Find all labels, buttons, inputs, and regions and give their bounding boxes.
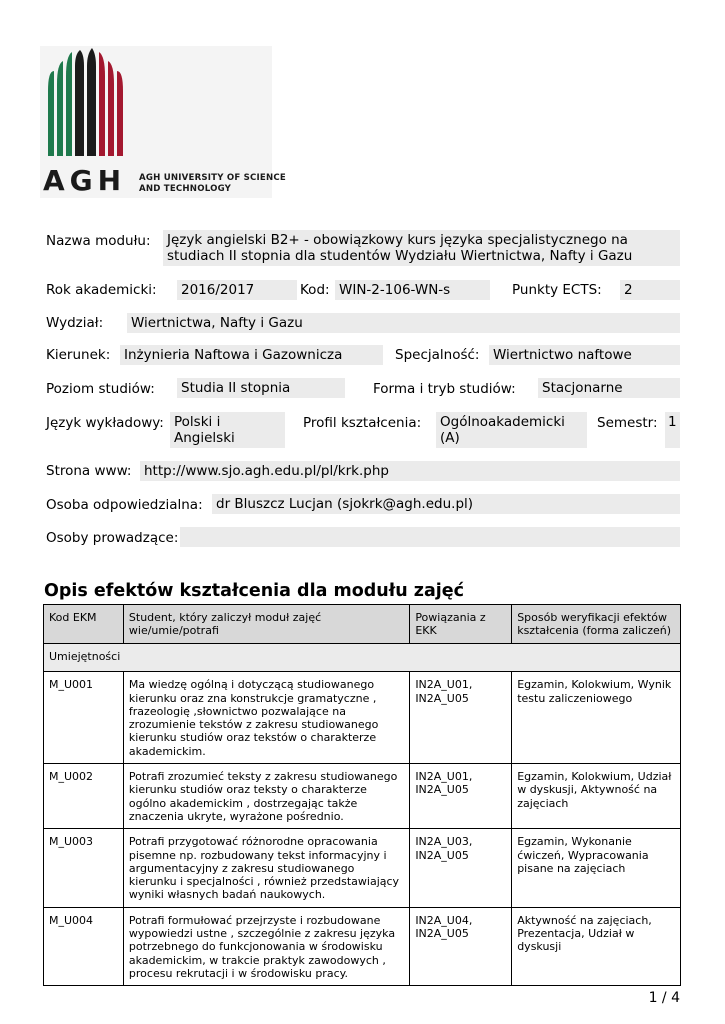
row-code: M_U002	[44, 764, 124, 829]
website-field: http://www.sjo.agh.edu.pl/pl/krk.php	[140, 461, 680, 481]
logo-stripe-green-3	[66, 52, 72, 156]
responsible-person-label: Osoba odpowiedzialna:	[46, 497, 203, 513]
row-description: Potrafi zrozumieć teksty z zakresu studiowanego kierunku studiów oraz teksty o charakterze ogólno akademickim , dostrzegając także znaczenia ukryte, wyrażone pośrednio.	[123, 764, 409, 829]
profile-field	[436, 412, 587, 448]
profile-line1: Ogólnoakademicki	[440, 414, 565, 430]
logo-wordmark: AGH	[43, 164, 127, 197]
study-level-label: Poziom studiów:	[46, 381, 155, 397]
row-ekk: IN2A_U01, IN2A_U05	[410, 672, 512, 764]
row-ekk: IN2A_U01, IN2A_U05	[410, 764, 512, 829]
teachers-field	[180, 527, 680, 547]
page-number: 1 / 4	[648, 990, 680, 1006]
study-form-field: Stacjonarne	[538, 378, 680, 398]
module-name-field	[163, 230, 680, 266]
module-name-label: Nazwa modułu:	[46, 233, 151, 249]
responsible-person-field: dr Bluszcz Lucjan (sjokrk@agh.edu.pl)	[212, 494, 680, 514]
specialty-label: Specjalność:	[395, 347, 480, 363]
faculty-label: Wydział:	[46, 315, 104, 331]
logo-stripe-black-2	[87, 48, 96, 156]
logo-stripe-green-2	[57, 61, 63, 156]
lecture-language-line2: Angielski	[174, 430, 235, 446]
row-description: Ma wiedzę ogólną i dotyczącą studiowanego kierunku oraz zna konstrukcje gramatyczne , frazeologię ,słownictwo pozwalające na zrozumienie tekstów z zakresu studiowanego kierunku studiów oraz tekstów o charakterze akademickim.	[123, 672, 409, 764]
logo-stripe-red-2	[108, 61, 114, 156]
logo-stripe-red-3	[117, 71, 123, 156]
study-level-field: Studia II stopnia	[177, 378, 345, 398]
ects-field: 2	[620, 280, 680, 300]
faculty-field: Wiertnictwa, Nafty i Gazu	[127, 313, 680, 333]
header-ekk: Powiązania z EKK	[410, 605, 512, 644]
group-skills: Umiejętności	[44, 644, 681, 672]
table-row	[44, 907, 681, 985]
table-row	[44, 672, 681, 764]
row-description: Potrafi przygotować różnorodne opracowania pisemne np. rozbudowany tekst informacyjny i argumentacyjny z zakresu studiowanego kierunku i specjalności , również przedstawiający wyniki własnych badań naukowych.	[123, 829, 409, 907]
group-row	[44, 644, 681, 672]
lecture-language-line1: Polski i	[174, 414, 221, 430]
profile-line2: (A)	[440, 430, 460, 446]
row-code: M_U003	[44, 829, 124, 907]
row-verification: Egzamin, Kolokwium, Udział w dyskusji, Aktywność na zajęciach	[512, 764, 681, 829]
study-form-label: Forma i tryb studiów:	[373, 381, 516, 397]
agh-logo-emblem	[40, 46, 140, 166]
academic-year-field: 2016/2017	[177, 280, 297, 300]
logo-stripe-green-1	[48, 71, 54, 156]
section-title: Opis efektów kształcenia dla modułu zajęć	[44, 581, 465, 601]
semester-label: Semestr:	[597, 415, 658, 431]
logo-stripe-red-1	[99, 52, 105, 156]
website-label: Strona www:	[46, 463, 132, 479]
row-code: M_U001	[44, 672, 124, 764]
learning-outcomes-table	[43, 604, 681, 986]
direction-field: Inżynieria Naftowa i Gazownicza	[120, 345, 383, 365]
row-ekk: IN2A_U04, IN2A_U05	[410, 907, 512, 985]
semester-field: 1	[665, 412, 680, 448]
row-code: M_U004	[44, 907, 124, 985]
teachers-label: Osoby prowadzące:	[46, 530, 179, 546]
logo-university-line2: AND TECHNOLOGY	[139, 184, 232, 194]
row-description: Potrafi formułować przejrzyste i rozbudowane wypowiedzi ustne , szczególnie z zakresu języka potrzebnego do funkcjonowania w środowisku akademickim, w trakcie praktyk zawodowych , procesu rekrutacji i w środowisku pracy.	[123, 907, 409, 985]
module-name-line1: Język angielski B2+ - obowiązkowy kurs języka specjalistycznego na	[167, 232, 628, 248]
table-header-row	[44, 605, 681, 644]
logo-university-line1: AGH UNIVERSITY OF SCIENCE	[139, 173, 286, 183]
row-verification: Egzamin, Kolokwium, Wynik testu zaliczeniowego	[512, 672, 681, 764]
module-name-line2: studiach II stopnia dla studentów Wydziału Wiertnictwa, Nafty i Gazu	[167, 248, 633, 264]
code-field: WIN-2-106-WN-s	[335, 280, 490, 300]
lecture-language-label: Język wykładowy:	[46, 415, 164, 431]
header-verification: Sposób weryfikacji efektów kształcenia (forma zaliczeń)	[512, 605, 681, 644]
header-description: Student, który zaliczył moduł zajęć wie/umie/potrafi	[123, 605, 409, 644]
specialty-field: Wiertnictwo naftowe	[489, 345, 680, 365]
code-label: Kod:	[300, 282, 330, 298]
table-row	[44, 764, 681, 829]
academic-year-label: Rok akademicki:	[46, 282, 157, 298]
profile-label: Profil kształcenia:	[303, 415, 422, 431]
logo-stripe-black-1	[75, 50, 84, 156]
header-code: Kod EKM	[44, 605, 124, 644]
row-verification: Aktywność na zajęciach, Prezentacja, Udział w dyskusji	[512, 907, 681, 985]
table-row	[44, 829, 681, 907]
ects-label: Punkty ECTS:	[512, 282, 602, 298]
row-ekk: IN2A_U03, IN2A_U05	[410, 829, 512, 907]
row-verification: Egzamin, Wykonanie ćwiczeń, Wypracowania pisane na zajęciach	[512, 829, 681, 907]
direction-label: Kierunek:	[46, 347, 111, 363]
lecture-language-field	[170, 412, 285, 448]
